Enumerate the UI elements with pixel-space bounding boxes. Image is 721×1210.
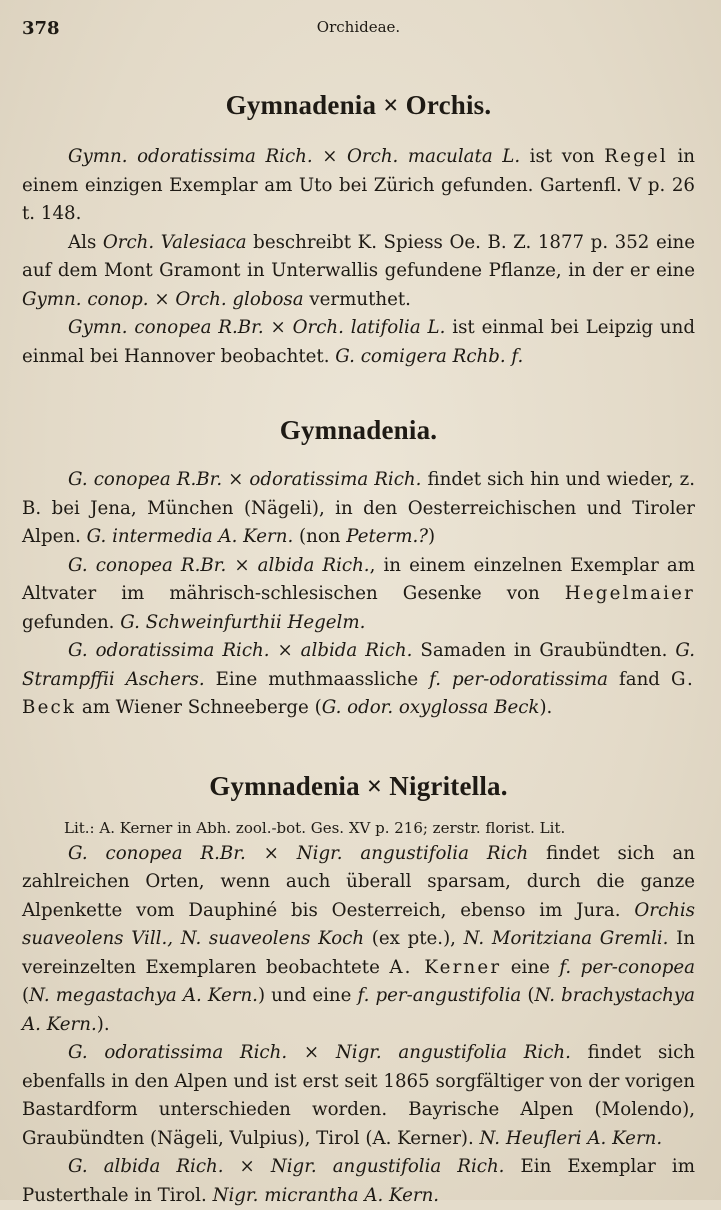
paragraph: G. odoratissima Rich. × albida Rich. Samaden in Graubündten. G. Strampffii Aschers. Eine muthmaassliche f. per-odoratissima fand G. Beck am Wiener Schneeberge (G. odor. oxyglossa Beck). <box>22 640 695 718</box>
paragraph: G. conopea R.Br. × albida Rich., in einem einzelnen Exemplar am Altvater im mährisch-schlesischen Gesenke von Hegelmaier gefunden. G. Schweinfurthii Hegelm. <box>22 554 696 633</box>
paragraph: G. conopea R.Br. × odoratissima Rich. findet sich hin und wieder, z. B. bei Jena, München (Nägeli), in den Oesterreichischen und Tiroler Alpen. G. intermedia A. Kern. (non Peterm.?) <box>22 469 695 547</box>
section-heading-gymnadenia-orchis: Gymnadenia × Orchis. <box>225 90 492 120</box>
running-head: Orchideae. <box>316 18 401 36</box>
page-number: 378 <box>22 18 60 39</box>
paragraph: Als Orch. Valesiaca beschreibt K. Spiess Oe. B. Z. 1877 p. 352 eine auf dem Mont Gramont in Unterwallis gefundene Pflanze, in der er eine Gymn. conop. × Orch. globosa vermuthet. <box>22 231 696 310</box>
paragraph: Gymn. conopea R.Br. × Orch. latifolia L. ist einmal bei Leipzig und einmal bei Hannover beobachtet. G. comigera Rchb. f. <box>22 317 695 367</box>
paragraph: Gymn. odoratissima Rich. × Orch. maculata L. ist von Regel in einem einzigen Exemplar am Uto bei Zürich gefunden. Gartenfl. V p. 26 t. 148. <box>22 146 696 224</box>
page-header <box>22 0 695 40</box>
section-heading-gymnadenia: Gymnadenia. <box>279 415 438 445</box>
literature-note: Lit.: A. Kerner in Abh. zool.-bot. Ges. XV p. 216; zerstr. florist. Lit. <box>64 818 566 837</box>
paragraph: G. odoratissima Rich. × Nigr. angustifolia Rich. findet sich ebenfalls in den Alpen und ist erst seit 1865 sorgfältiger von der vorigen Bastardform unterschieden worden. Bayrische Alpen (Molendo), Graubündten (Nägeli, Vulpius), Tirol (A. Kerner). N. Heufleri A. Kern. <box>22 1042 695 1149</box>
paragraph: G. albida Rich. × Nigr. angustifolia Rich. Ein Exemplar im Pusterthale in Tirol. Nigr. micrantha A. Kern. <box>22 1156 695 1206</box>
section-heading-gymnadenia-nigritella: Gymnadenia × Nigritella. <box>209 770 508 801</box>
paragraph: G. conopea R.Br. × Nigr. angustifolia Rich findet sich an zahlreichen Orten, wenn auch überall sparsam, durch die ganze Alpenkette vom Dauphiné bis Oesterreich, ebenso im Jura. Orchis suaveolens Vill., N. suaveolens Koch (ex pte.), N. Moritziana Gremli. In vereinzelten Exemplaren beobachtete A. Kerner eine f. per-conopea (N. megastachya A. Kern.) und eine f. per-angustifolia (N. brachystachya A. Kern.). <box>22 842 696 1035</box>
